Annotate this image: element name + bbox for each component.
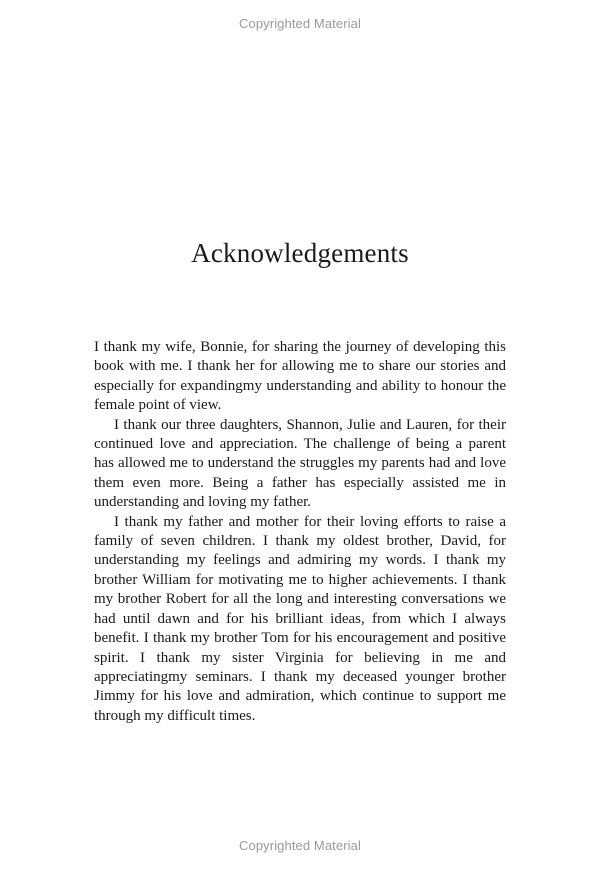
paragraph-wife: I thank my wife, Bonnie, for sharing the journey of developing this book with me. I thank her for allowing me to share our stories and especially for expandingmy understanding and ability to honour the female point of view. xyxy=(94,339,506,414)
paragraph-family: I thank my father and mother for their loving efforts to raise a family of seven children. I thank my oldest brother, David, for understanding my feelings and admiring my words. I thank my brother William for motivating me to higher achievements. I thank my brother Robert for all the long and interesting conversations we had until dawn and for his brilliant ideas, from which I always benefit. I thank my brother Tom for his encouragement and positive spirit. I thank my sister Virginia for believing in me and appreciatingmy seminars. I thank my deceased younger brother Jimmy for his love and admiration, which continue to support me through my difficult times. xyxy=(94,513,506,724)
acknowledgements-body xyxy=(94,338,506,726)
paragraph-daughters: I thank our three daughters, Shannon, Julie and Lauren, for their continued love and appreciation. The challenge of being a parent has allowed me to understand the struggles my parents had and love them even more. Being a father has especially assisted me in understanding and loving my father. xyxy=(94,416,506,511)
copyright-watermark-top: Copyrighted Material xyxy=(239,16,361,31)
page-title: Acknowledgements xyxy=(191,238,409,268)
copyright-watermark-bottom: Copyrighted Material xyxy=(239,838,361,853)
